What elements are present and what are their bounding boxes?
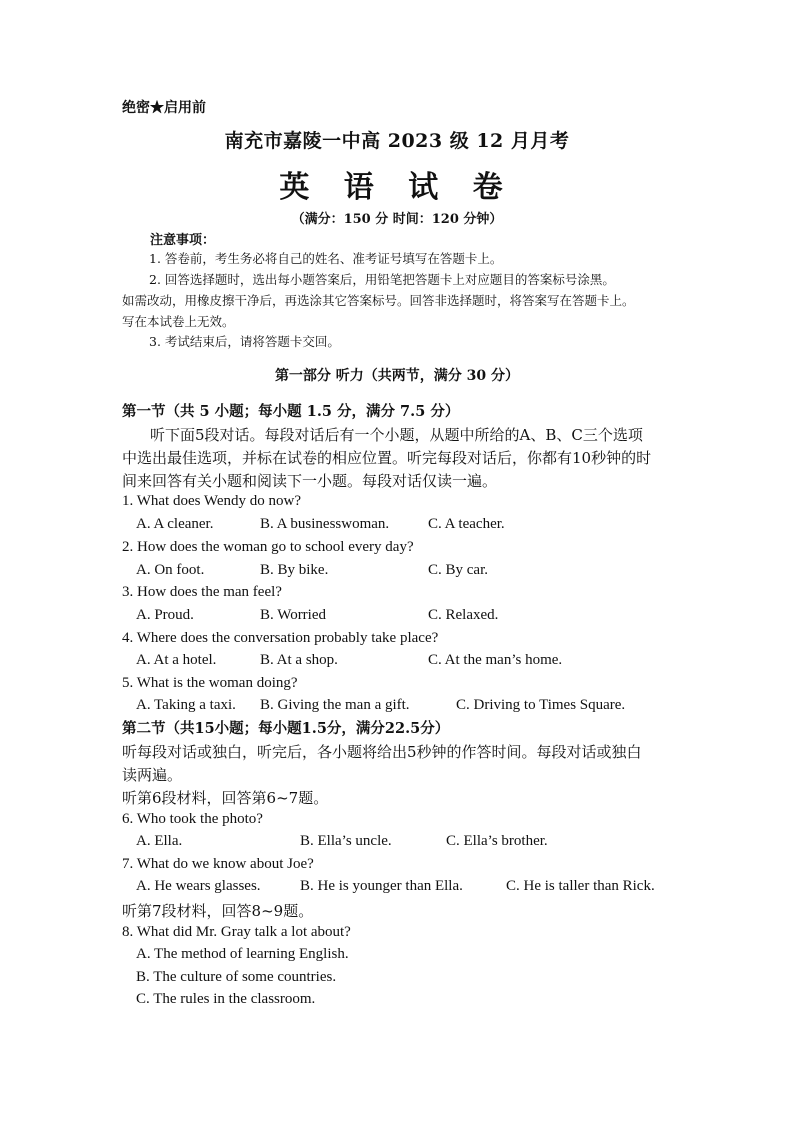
material-note: 听第7段材料，回答8~9题。 bbox=[122, 902, 314, 920]
option-a: A. Proud. bbox=[136, 607, 194, 623]
question-stem: 4. Where does the conversation probably take place? bbox=[122, 630, 439, 646]
school-title: 南充市嘉陵一中高 2023 级 12 月月考 bbox=[224, 130, 570, 152]
option-b: B. By bike. bbox=[260, 562, 329, 578]
option-b: B. Ella’s uncle. bbox=[300, 833, 392, 849]
subject-title: 英 语 试 卷 bbox=[279, 170, 515, 205]
notice-line: 3. 考试结束后，请将答题卡交回。 bbox=[149, 334, 340, 349]
instruction-line: 间来回答有关小题和阅读下一小题。每段对话仅读一遍。 bbox=[122, 472, 498, 490]
instruction-line: 听每段对话或独白，听完后，各小题将给出5秒钟的作答时间。每段对话或独白 bbox=[122, 743, 642, 761]
question-stem: 1. What does Wendy do now? bbox=[122, 493, 302, 509]
confidential-mark: 绝密★启用前 bbox=[122, 100, 206, 116]
option-b: B. He is younger than Ella. bbox=[300, 878, 463, 894]
section-title: 第二节（共15小题；每小题1.5分，满分22.5分） bbox=[122, 720, 450, 737]
notice-line: 如需改动，用橡皮擦干净后，再选涂其它答案标号。回答非选择题时，将答案写在答题卡上。 bbox=[122, 293, 635, 308]
notice-line: 写在本试卷上无效。 bbox=[122, 314, 235, 329]
option-c: C. Ella’s brother. bbox=[446, 833, 548, 849]
option-a: A. The method of learning English. bbox=[136, 946, 349, 962]
question-stem: 5. What is the woman doing? bbox=[122, 675, 298, 691]
question-stem: 8. What did Mr. Gray talk a lot about? bbox=[122, 924, 351, 940]
option-c: C. The rules in the classroom. bbox=[136, 991, 316, 1007]
option-b: B. The culture of some countries. bbox=[136, 969, 337, 985]
option-a: A. Ella. bbox=[136, 833, 183, 849]
notice-line: 1. 答卷前，考生务必将自己的姓名、准考证号填写在答题卡上。 bbox=[149, 251, 503, 266]
option-c: C. At the man’s home. bbox=[428, 652, 563, 668]
option-c: C. Relaxed. bbox=[428, 607, 499, 623]
instruction-line: 听下面5段对话。每段对话后有一个小题，从题中所给的A、B、C三个选项 bbox=[150, 426, 643, 444]
part-title: 第一部分 听力（共两节，满分 30 分） bbox=[274, 368, 520, 384]
question-stem: 7. What do we know about Joe? bbox=[122, 856, 314, 872]
notice-title: 注意事项： bbox=[150, 233, 216, 248]
material-note: 听第6段材料，回答第6~7题。 bbox=[122, 789, 329, 807]
option-b: B. A businesswoman. bbox=[260, 516, 390, 532]
question-stem: 6. Who took the photo? bbox=[122, 811, 263, 827]
option-c: C. A teacher. bbox=[428, 516, 505, 532]
question-stem: 2. How does the woman go to school every day? bbox=[122, 539, 414, 555]
question-stem: 3. How does the man feel? bbox=[122, 584, 282, 600]
option-b: B. At a shop. bbox=[260, 652, 338, 668]
option-b: B. Giving the man a gift. bbox=[260, 697, 410, 713]
option-a: A. A cleaner. bbox=[136, 516, 214, 532]
option-a: A. On foot. bbox=[136, 562, 205, 578]
instruction-line: 读两遍。 bbox=[122, 766, 183, 784]
option-b: B. Worried bbox=[260, 607, 327, 623]
option-c: C. He is taller than Rick. bbox=[506, 878, 655, 894]
exam-meta: （满分：150 分 时间：120 分钟） bbox=[291, 212, 503, 227]
option-c: C. By car. bbox=[428, 562, 488, 578]
section-title: 第一节（共 5 小题；每小题 1.5 分，满分 7.5 分） bbox=[122, 403, 460, 420]
option-c: C. Driving to Times Square. bbox=[456, 697, 626, 713]
option-a: A. At a hotel. bbox=[136, 652, 217, 668]
instruction-line: 中选出最佳选项，并标在试卷的相应位置。听完每段对话后，你都有10秒钟的时 bbox=[122, 449, 652, 467]
notice-line: 2. 回答选择题时，选出每小题答案后，用铅笔把答题卡上对应题目的答案标号涂黑。 bbox=[149, 272, 615, 287]
option-a: A. Taking a taxi. bbox=[136, 697, 236, 713]
option-a: A. He wears glasses. bbox=[136, 878, 261, 894]
